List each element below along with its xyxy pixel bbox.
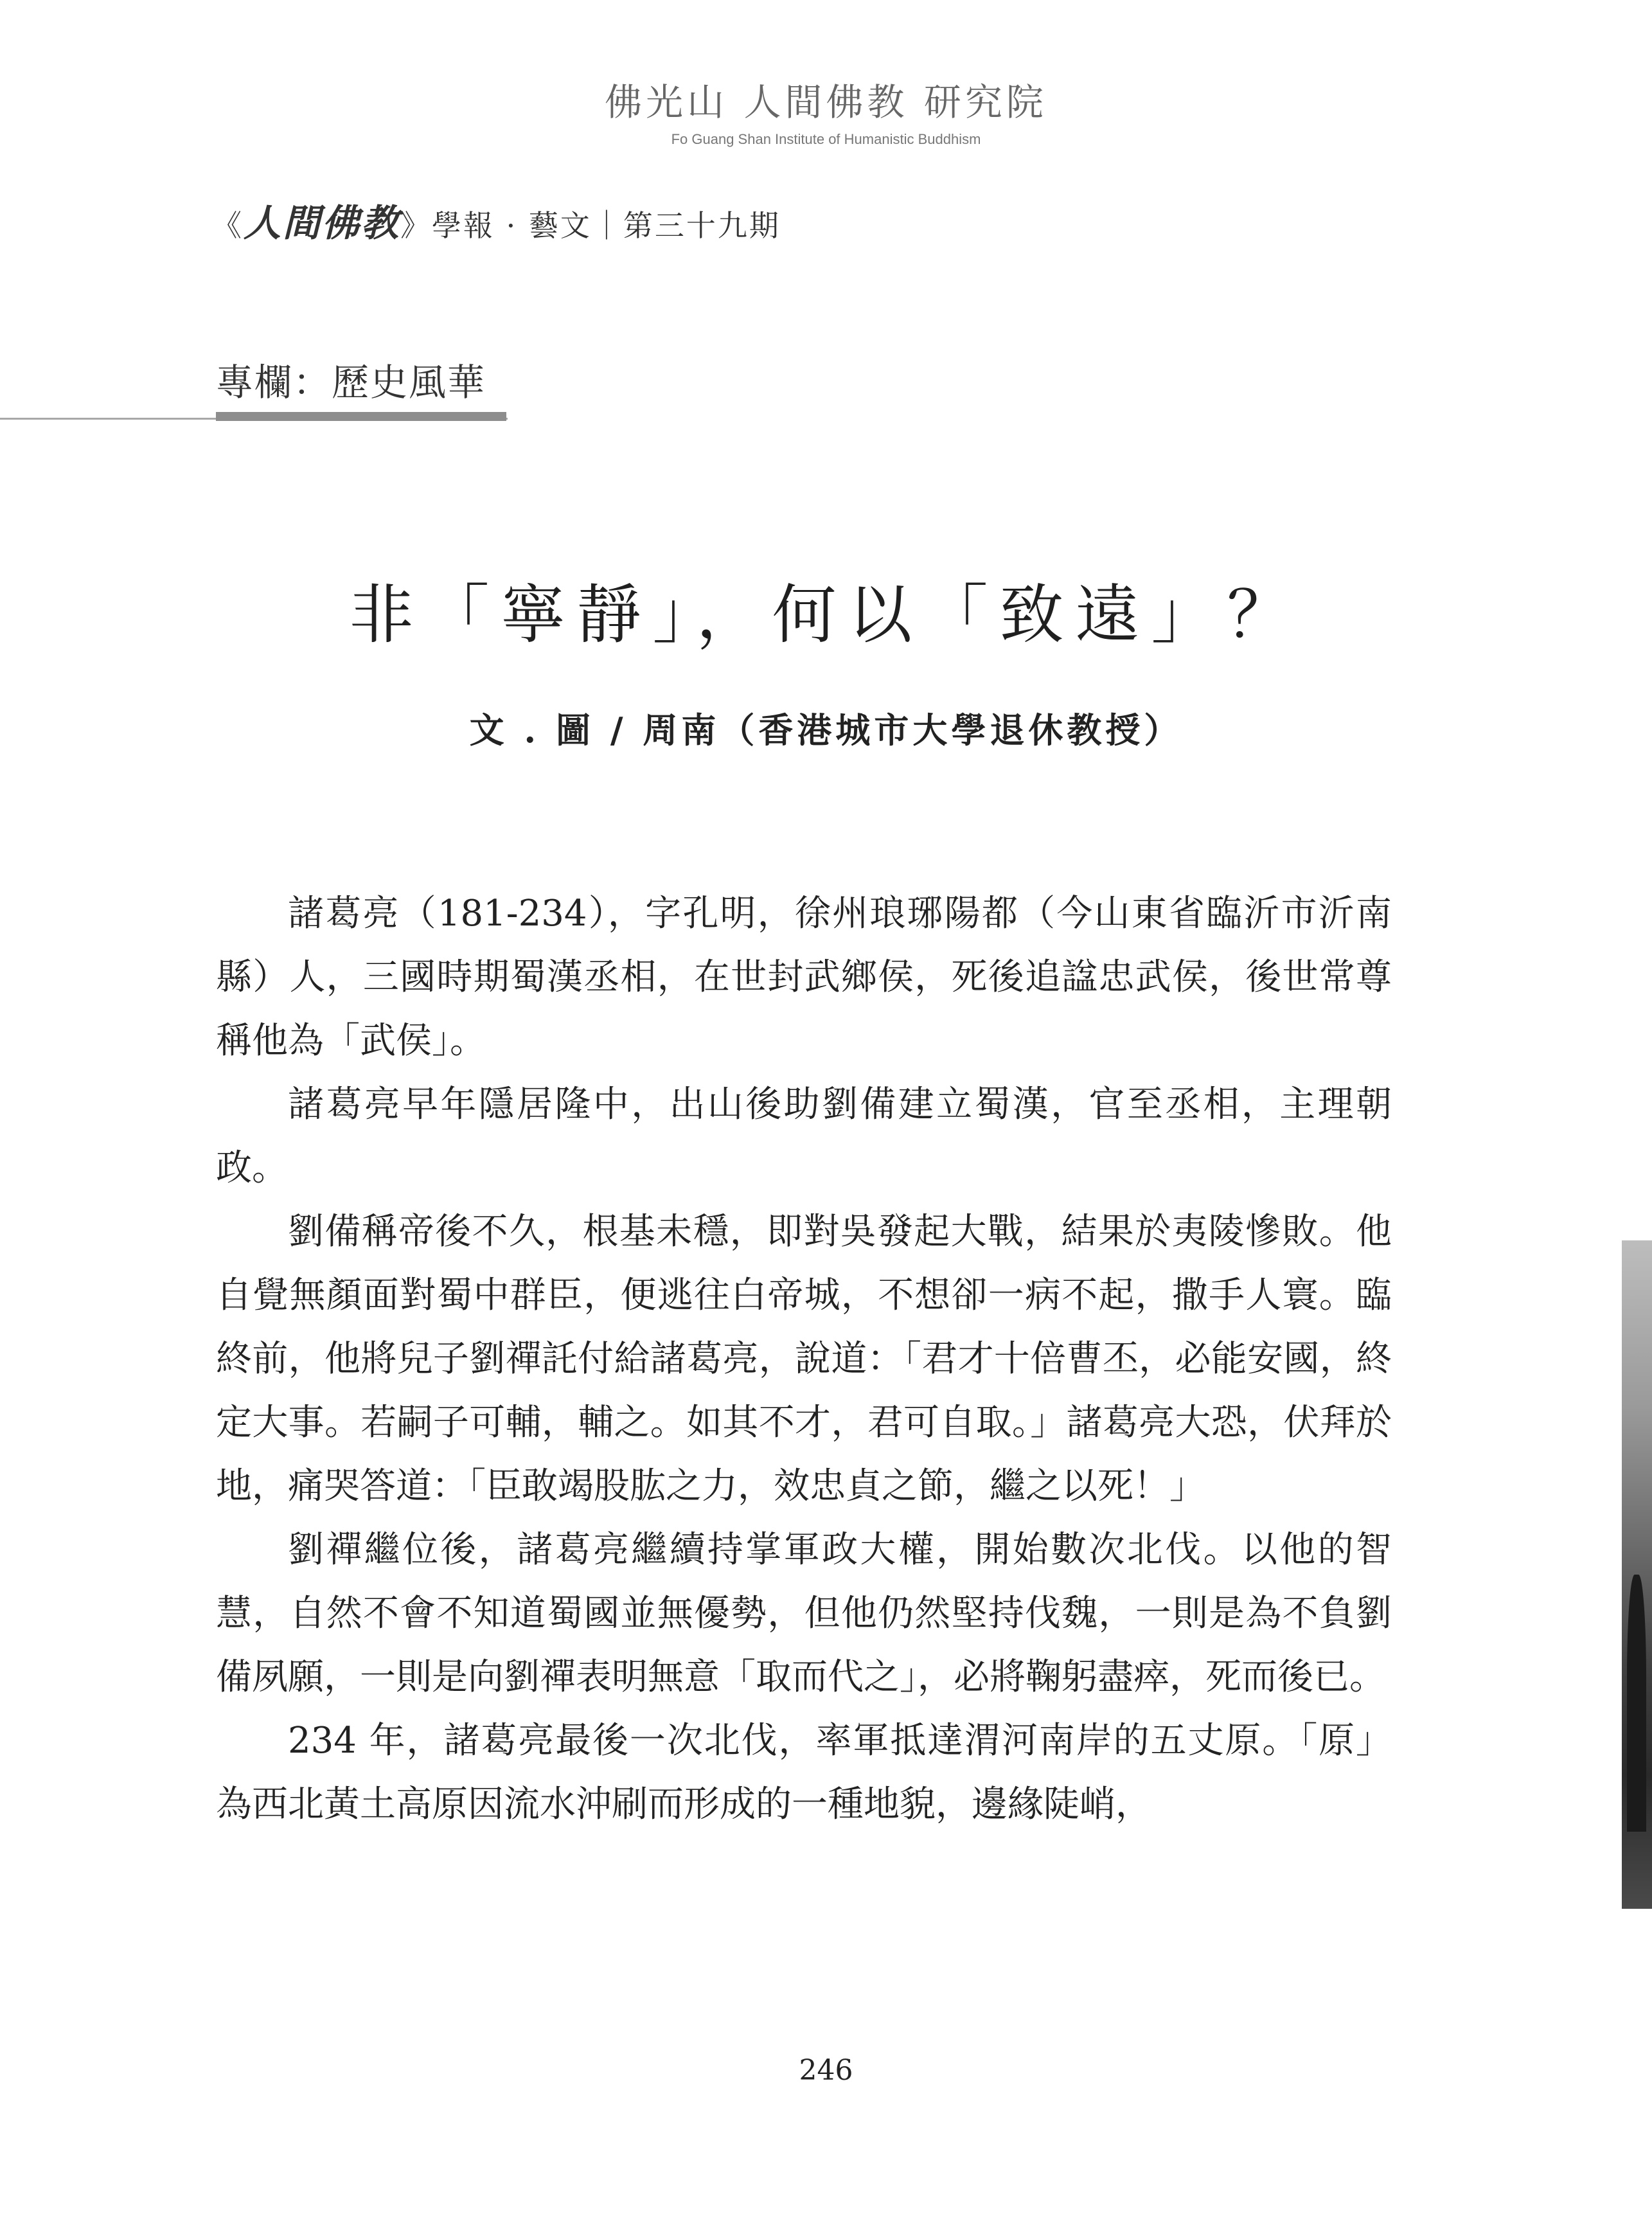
article-author: 文 . 圖 / 周南（香港城市大學退休教授） — [469, 710, 1183, 751]
journal-issue: 》學報 · 藝文｜第三十九期 — [400, 208, 781, 243]
paragraph: 234 年，諸葛亮最後一次北伐，率軍抵達渭河南岸的五丈原。「原」為西北黃土高原因流水沖刷而形成的一種地貌，邊緣陡峭， — [216, 1720, 1392, 1825]
journal-issue-line — [212, 193, 781, 247]
column-underline — [216, 412, 506, 421]
article-title: 非「寧靜」，何以「致遠」？ — [349, 577, 1303, 652]
page-number: 246 — [799, 2054, 853, 2087]
side-photo-strip — [1622, 1240, 1652, 1909]
article-body — [216, 882, 1392, 1836]
paragraph: 諸葛亮早年隱居隆中，出山後助劉備建立蜀漢，官至丞相，主理朝政。 — [216, 1084, 1392, 1189]
institute-name-zh: 佛光山 人間佛教 研究院 — [605, 80, 1047, 124]
institute-name-en: Fo Guang Shan Institute of Humanistic Buddhism — [671, 131, 981, 147]
journal-name: 人間佛教 — [244, 201, 401, 245]
column-label: 專欄：歷史風華 — [216, 361, 486, 404]
paragraph: 諸葛亮（181-234），字孔明，徐州琅琊陽都（今山東省臨沂市沂南縣）人，三國時期蜀漢丞相，在世封武鄉侯，死後追諡忠武侯，後世常尊稱他為「武侯」。 — [216, 893, 1392, 1062]
tree-silhouette — [1627, 1575, 1646, 1832]
paragraph: 劉禪繼位後，諸葛亮繼續持掌軍政大權，開始數次北伐。以他的智慧，自然不會不知道蜀國並無優勢，但他仍然堅持伐魏，一則是為不負劉備夙願，一則是向劉禪表明無意「取而代之」，必將鞠躬盡瘁，死而後已。 — [216, 1529, 1392, 1698]
paragraph: 劉備稱帝後不久，根基未穩，即對吳發起大戰，結果於夷陵慘敗。他自覺無顏面對蜀中群臣，便逃往白帝城，不想卻一病不起，撒手人寰。臨終前，他將兒子劉禪託付給諸葛亮，說道：「君才十倍曹丕，必能安國，終定大事。若嗣子可輔，輔之。如其不才，君可自取。」諸葛亮大恐，伏拜於地，痛哭答道：「臣敢竭股肱之力，效忠貞之節，繼之以死！」 — [216, 1211, 1392, 1507]
journal-open-quote: 《 — [212, 208, 244, 243]
